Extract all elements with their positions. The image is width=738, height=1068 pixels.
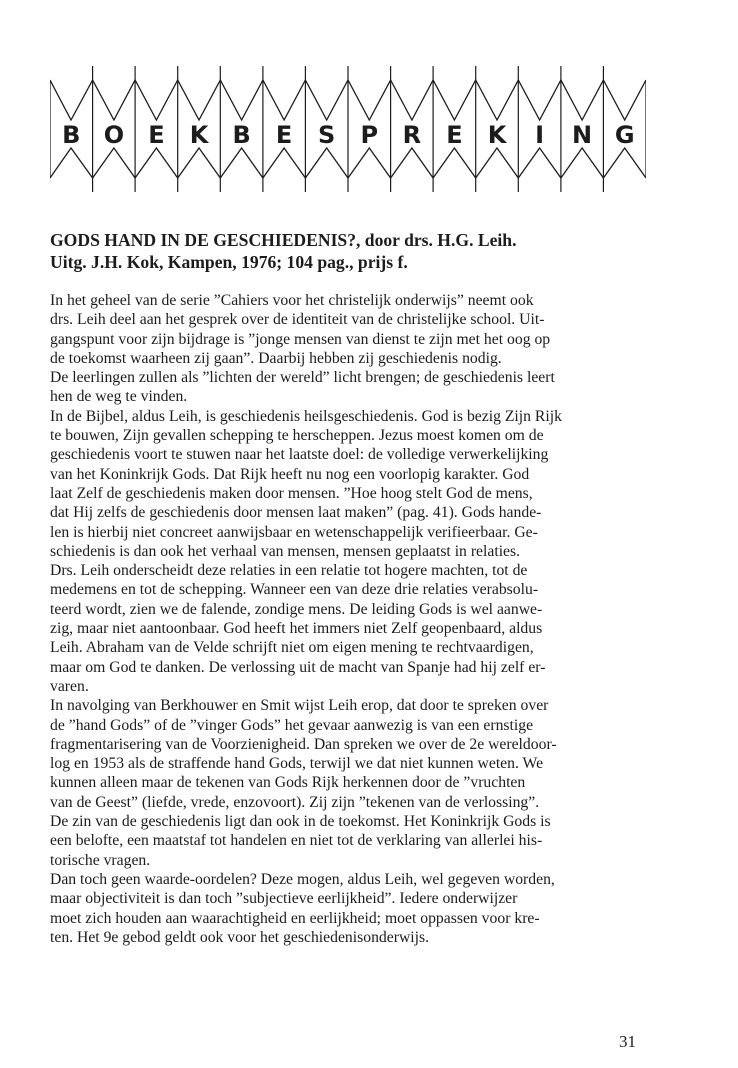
page-number: 31 — [619, 1032, 636, 1051]
body-line: hen de weg te vinden. — [50, 388, 188, 406]
body-line: fragmentarisering van de Voorzienigheid. Dan spreken we over de 2e wereldoor- — [50, 735, 557, 753]
body-line: schiedenis is dan ook het verhaal van mensen, mensen geplaatst in relaties. — [50, 542, 521, 560]
body-line: gangspunt voor zijn bijdrage is ”jonge mensen van dienst te zijn met het oog op — [50, 330, 551, 348]
banner-letter: K — [189, 121, 209, 149]
banner — [50, 66, 646, 192]
banner-graphic — [50, 66, 646, 192]
body-line: varen. — [50, 677, 89, 695]
body-line: drs. Leih deel aan het gesprek over de identiteit van de christelijke school. Uit- — [50, 311, 545, 329]
banner-letter: G — [614, 121, 635, 149]
banner-letter: R — [402, 121, 422, 149]
banner-letter: B — [232, 121, 251, 149]
body-line: laat Zelf de geschiedenis maken door mensen. ”Hoe hoog stelt God de mens, — [50, 484, 533, 502]
body-line: van het Koninkrijk Gods. Dat Rijk heeft nu nog een voorlopig karakter. God — [50, 465, 530, 483]
body-line: van de Geest” (liefde, vrede, enzovoort). Zij zijn ”tekenen van de verlossing”. — [50, 793, 540, 811]
banner-letter: B — [62, 121, 81, 149]
body-line: dat Hij zelfs de geschiedenis door mensen laat maken” (pag. 41). Gods hande- — [50, 504, 542, 522]
review-body — [50, 291, 670, 947]
body-line: ten. Het 9e gebod geldt ook voor het geschiedenisonderwijs. — [50, 928, 430, 946]
body-line: In navolging van Berkhouwer en Smit wijst Leih erop, dat door te spreken over — [50, 697, 549, 715]
body-line: torische vragen. — [50, 851, 151, 869]
body-line: De zin van de geschiedenis ligt dan ook in de toekomst. Het Koninkrijk Gods is — [50, 813, 551, 831]
body-line: te bouwen, Zijn gevallen schepping te herscheppen. Jezus moest komen om de — [50, 427, 544, 445]
banner-letter: E — [275, 121, 293, 149]
book-title-line: GODS HAND IN DE GESCHIEDENIS?, door drs. H.G. Leih. — [50, 230, 517, 250]
body-line: een belofte, een maatstaf tot handelen en niet tot de verklaring van allerlei his- — [50, 832, 543, 850]
body-line: log en 1953 als de straffende hand Gods, terwijl we dat niet kunnen weten. We — [50, 755, 544, 773]
book-title-line: Uitg. J.H. Kok, Kampen, 1976; 104 pag., prijs f. — [50, 251, 408, 272]
body-line: de ”hand Gods” of de ”vinger Gods” het gevaar aanwezig is van een ernstige — [50, 716, 534, 734]
body-line: kunnen alleen maar de tekenen van Gods Rijk herkennen door de ”vruchten — [50, 774, 526, 792]
body-line: De leerlingen zullen als ”lichten der wereld” licht brengen; de geschiedenis leert — [50, 369, 555, 387]
banner-letter: K — [487, 121, 507, 149]
body-line: Drs. Leih onderscheidt deze relaties in een relatie tot hogere machten, tot de — [50, 562, 528, 580]
body-line: geschiedenis voort te stuwen naar het laatste doel: de volledige verwerkelijking — [50, 446, 549, 464]
body-line: maar om God te danken. De verlossing uit de macht van Spanje had hij zelf er- — [50, 658, 546, 676]
body-line: maar objectiviteit is dan toch ”subjectieve eerlijkheid”. Iedere onderwijzer — [50, 890, 518, 908]
body-line: len is hierbij niet concreet aanwijsbaar en wetenschappelijk verifieerbaar. Ge- — [50, 523, 538, 541]
banner-letter: P — [360, 121, 379, 149]
body-line: moet zich houden aan waarachtigheid en eerlijkheid; moet oppassen voor kre- — [50, 909, 540, 927]
body-line: Dan toch geen waarde-oordelen? Deze mogen, aldus Leih, wel gegeven worden, — [50, 870, 555, 888]
banner-letter: E — [446, 121, 463, 149]
banner-letter: E — [148, 121, 165, 149]
body-line: medemens en tot de schepping. Wanneer een van deze drie relaties verabsolu- — [50, 581, 539, 599]
body-line: de toekomst waarheen zij gaan”. Daarbij hebben zij geschiedenis nodig. — [50, 349, 502, 367]
body-line: Leih. Abraham van de Velde schrijft niet om eigen mening te rechtvaardigen, — [50, 639, 534, 657]
body-line: teerd wordt, zien we de falende, zondige mens. De leiding Gods is wel aanwe- — [50, 600, 543, 618]
banner-letter: I — [535, 121, 545, 149]
body-line: In het geheel van de serie ”Cahiers voor het christelijk onderwijs” neemt ook — [50, 292, 534, 309]
banner-letter: N — [572, 121, 593, 149]
banner-letter: S — [318, 121, 336, 149]
banner-letter: O — [103, 121, 125, 149]
body-line: zig, maar niet aantoonbaar. God heeft het immers niet Zelf geopenbaard, aldus — [50, 620, 543, 638]
book-title — [50, 230, 670, 273]
body-line: In de Bijbel, aldus Leih, is geschiedenis heilsgeschiedenis. God is bezig Zijn Rijk — [50, 407, 562, 425]
banner-fold-lines — [50, 66, 646, 192]
